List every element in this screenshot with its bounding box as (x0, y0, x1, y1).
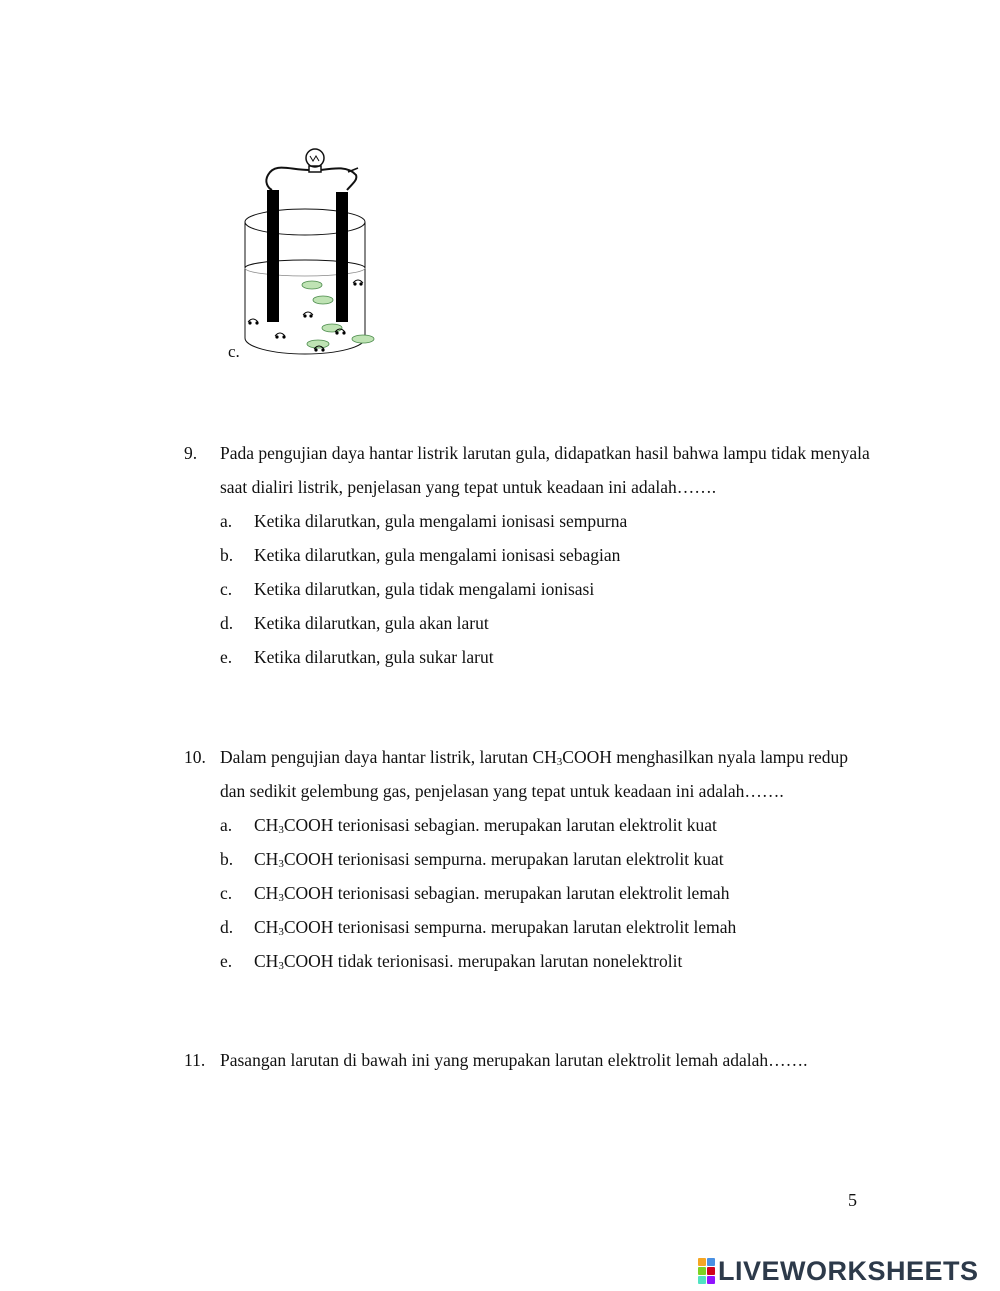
question-number: 10. (184, 747, 206, 767)
page-number: 5 (848, 1190, 857, 1210)
option-e[interactable]: e. $CH_3COOH$ tidak terionisasi. merupakan larutan nonelektrolit (220, 951, 683, 972)
option-d[interactable]: d. Ketika dilarutkan, gula akan larut (220, 613, 489, 633)
question-9 (184, 436, 874, 674)
logo-block (707, 1276, 715, 1284)
option-c[interactable]: c. $CH_3COOH$ terionisasi sebagian. merupakan larutan elektrolit lemah (220, 883, 730, 904)
option-a[interactable]: a. Ketika dilarutkan, gula mengalami ionisasi sempurna (220, 511, 628, 531)
option-b[interactable]: b. Ketika dilarutkan, gula mengalami ionisasi sebagian (220, 545, 621, 565)
question-number: 11. (184, 1050, 206, 1070)
option-d[interactable]: d. $CH_3COOH$ terionisasi sempurna. merupakan larutan elektrolit lemah (220, 917, 737, 938)
bulb-icon (306, 149, 324, 172)
logo-block (707, 1267, 715, 1275)
logo-block (698, 1276, 706, 1284)
question-10 (184, 740, 874, 978)
option-e[interactable]: e. Ketika dilarutkan, gula sukar larut (220, 647, 494, 667)
logo-blocks-icon (698, 1258, 715, 1284)
figure-label: c. (228, 342, 240, 361)
question-11 (184, 1043, 874, 1077)
logo-block (698, 1267, 706, 1275)
option-a[interactable]: a. $CH_3COOH$ terionisasi sebagian. merupakan larutan elektrolit kuat (220, 815, 717, 836)
question-text: Pasangan larutan di bawah ini yang merupakan larutan elektrolit lemah adalah……. (220, 1050, 808, 1070)
question-text: Pada pengujian daya hantar listrik larutan gula, didapatkan hasil bahwa lampu tidak menyala saat dialiri listrik, penjelasan yang tepat untuk keadaan ini adalah……. (220, 443, 870, 497)
logo-block (707, 1258, 715, 1266)
electrolyte-test-figure (220, 140, 390, 365)
brand-name: LIVEWORKSHEETS (718, 1255, 979, 1286)
liveworksheets-logo (698, 1255, 979, 1287)
question-text: Dalam pengujian daya hantar listrik, larutan $CH_3COOH$ menghasilkan nyala lampu redup dan sedikit gelembung gas, penjelasan yang tepat untuk keadaan ini adalah……. (220, 747, 849, 801)
option-c[interactable]: c. Ketika dilarutkan, gula tidak mengalami ionisasi (220, 579, 595, 599)
logo-block (698, 1258, 706, 1266)
question-number: 9. (184, 443, 198, 463)
option-b[interactable]: b. $CH_3COOH$ terionisasi sempurna. merupakan larutan elektrolit kuat (220, 849, 724, 870)
